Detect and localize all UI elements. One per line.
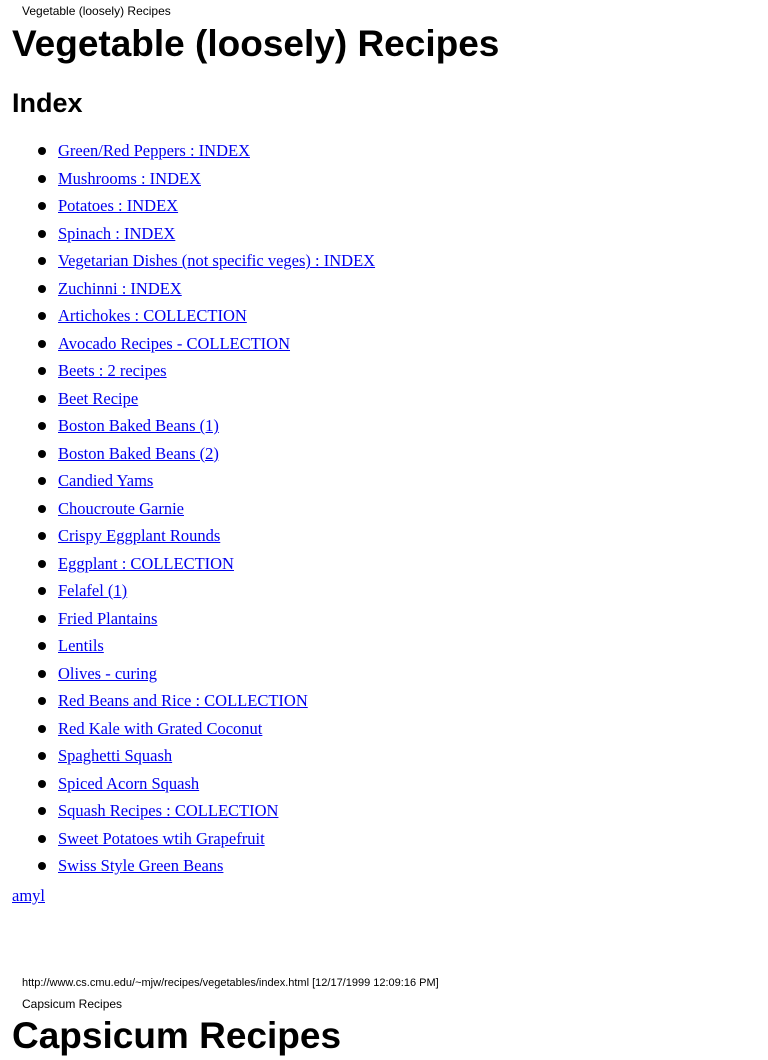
recipe-link[interactable]: Artichokes : COLLECTION — [58, 306, 247, 325]
bullet-icon — [38, 670, 46, 678]
bullet-icon — [38, 230, 46, 238]
recipe-link[interactable]: Spiced Acorn Squash — [58, 773, 200, 793]
list-item — [0, 440, 375, 468]
list-item — [0, 165, 375, 193]
bullet-icon — [38, 450, 46, 458]
list-item — [0, 467, 375, 495]
bullet-icon — [38, 532, 46, 540]
list-item — [0, 715, 375, 743]
recipe-link[interactable]: Green/Red Peppers : INDEX — [58, 141, 250, 160]
bullet-icon — [38, 697, 46, 705]
recipe-link[interactable]: Beet Recipe — [58, 388, 139, 408]
bullet-icon — [38, 395, 46, 403]
bullet-icon — [38, 725, 46, 733]
bullet-icon — [38, 340, 46, 348]
bullet-icon — [38, 615, 46, 623]
recipe-link[interactable]: Squash Recipes : COLLECTION — [58, 801, 279, 820]
recipe-link[interactable]: Sweet Potatoes wtih Grapefruit — [58, 828, 265, 848]
list-item — [0, 742, 375, 770]
bullet-icon — [38, 312, 46, 320]
list-item — [0, 275, 375, 303]
bullet-icon — [38, 422, 46, 430]
bullet-icon — [38, 862, 46, 870]
recipe-link[interactable]: Choucroute Garnie — [58, 498, 184, 518]
recipe-link[interactable]: Olives - curing — [58, 663, 157, 683]
bullet-icon — [38, 642, 46, 650]
list-item — [0, 137, 375, 165]
page-title: Vegetable (loosely) Recipes — [12, 23, 500, 64]
list-item — [0, 495, 375, 523]
recipe-link[interactable]: Mushrooms : INDEX — [58, 168, 201, 188]
recipe-link[interactable]: Zuchinni : INDEX — [58, 278, 182, 298]
recipe-link[interactable]: Eggplant : COLLECTION — [58, 553, 234, 573]
list-item — [0, 522, 375, 550]
list-item — [0, 687, 375, 715]
bullet-icon — [38, 285, 46, 293]
bullet-icon — [38, 147, 46, 155]
recipe-link[interactable]: Avocado Recipes - COLLECTION — [58, 333, 291, 353]
list-item — [0, 632, 375, 660]
recipe-link[interactable]: Boston Baked Beans (1) — [58, 416, 219, 435]
list-item — [0, 357, 375, 385]
list-item — [0, 302, 375, 330]
bullet-icon — [38, 587, 46, 595]
bullet-icon — [38, 560, 46, 568]
recipe-link[interactable]: Lentils — [58, 636, 104, 655]
list-item — [0, 825, 375, 853]
bullet-icon — [38, 835, 46, 843]
bullet-icon — [38, 780, 46, 788]
list-item — [0, 192, 375, 220]
recipe-link[interactable]: Potatoes : INDEX — [58, 196, 179, 215]
bullet-icon — [38, 807, 46, 815]
recipe-link[interactable]: Spinach : INDEX — [58, 223, 176, 243]
recipe-link[interactable]: Red Kale with Grated Coconut — [58, 718, 263, 738]
list-item — [0, 220, 375, 248]
recipe-link[interactable]: Vegetarian Dishes (not specific veges) : INDEX — [58, 251, 376, 270]
recipe-link[interactable]: Felafel (1) — [58, 581, 128, 600]
list-item — [0, 385, 375, 413]
bullet-icon — [38, 175, 46, 183]
list-item — [0, 577, 375, 605]
next-page-print-header: Capsicum Recipes — [22, 997, 123, 1011]
recipe-link[interactable]: Fried Plantains — [58, 608, 158, 628]
bullet-icon — [38, 367, 46, 375]
section-heading-index: Index — [12, 88, 83, 118]
list-item — [0, 605, 375, 633]
list-item — [0, 247, 375, 275]
bullet-icon — [38, 202, 46, 210]
print-header: Vegetable (loosely) Recipes — [22, 4, 171, 18]
bullet-icon — [38, 752, 46, 760]
list-item — [0, 852, 375, 880]
recipe-index-list — [0, 137, 375, 880]
bullet-icon — [38, 257, 46, 265]
print-footer-url: http://www.cs.cmu.edu/~mjw/recipes/vegetables/index.html [12/17/1999 12:09:16 PM] — [22, 977, 439, 989]
bullet-icon — [38, 505, 46, 513]
recipe-link[interactable]: Beets : 2 recipes — [58, 361, 167, 380]
next-page-title: Capsicum Recipes — [12, 1015, 342, 1056]
recipe-link[interactable]: Swiss Style Green Beans — [58, 856, 224, 875]
recipe-link[interactable]: Crispy Eggplant Rounds — [58, 526, 221, 545]
list-item — [0, 412, 375, 440]
bullet-icon — [38, 477, 46, 485]
recipe-link[interactable]: Boston Baked Beans (2) — [58, 443, 219, 463]
list-item — [0, 330, 375, 358]
recipe-link[interactable]: Candied Yams — [58, 471, 154, 490]
list-item — [0, 797, 375, 825]
list-item — [0, 550, 375, 578]
list-item — [0, 770, 375, 798]
list-item — [0, 660, 375, 688]
recipe-link[interactable]: Red Beans and Rice : COLLECTION — [58, 691, 308, 710]
recipe-link[interactable]: Spaghetti Squash — [58, 746, 173, 765]
author-link[interactable]: amyl — [12, 886, 45, 905]
